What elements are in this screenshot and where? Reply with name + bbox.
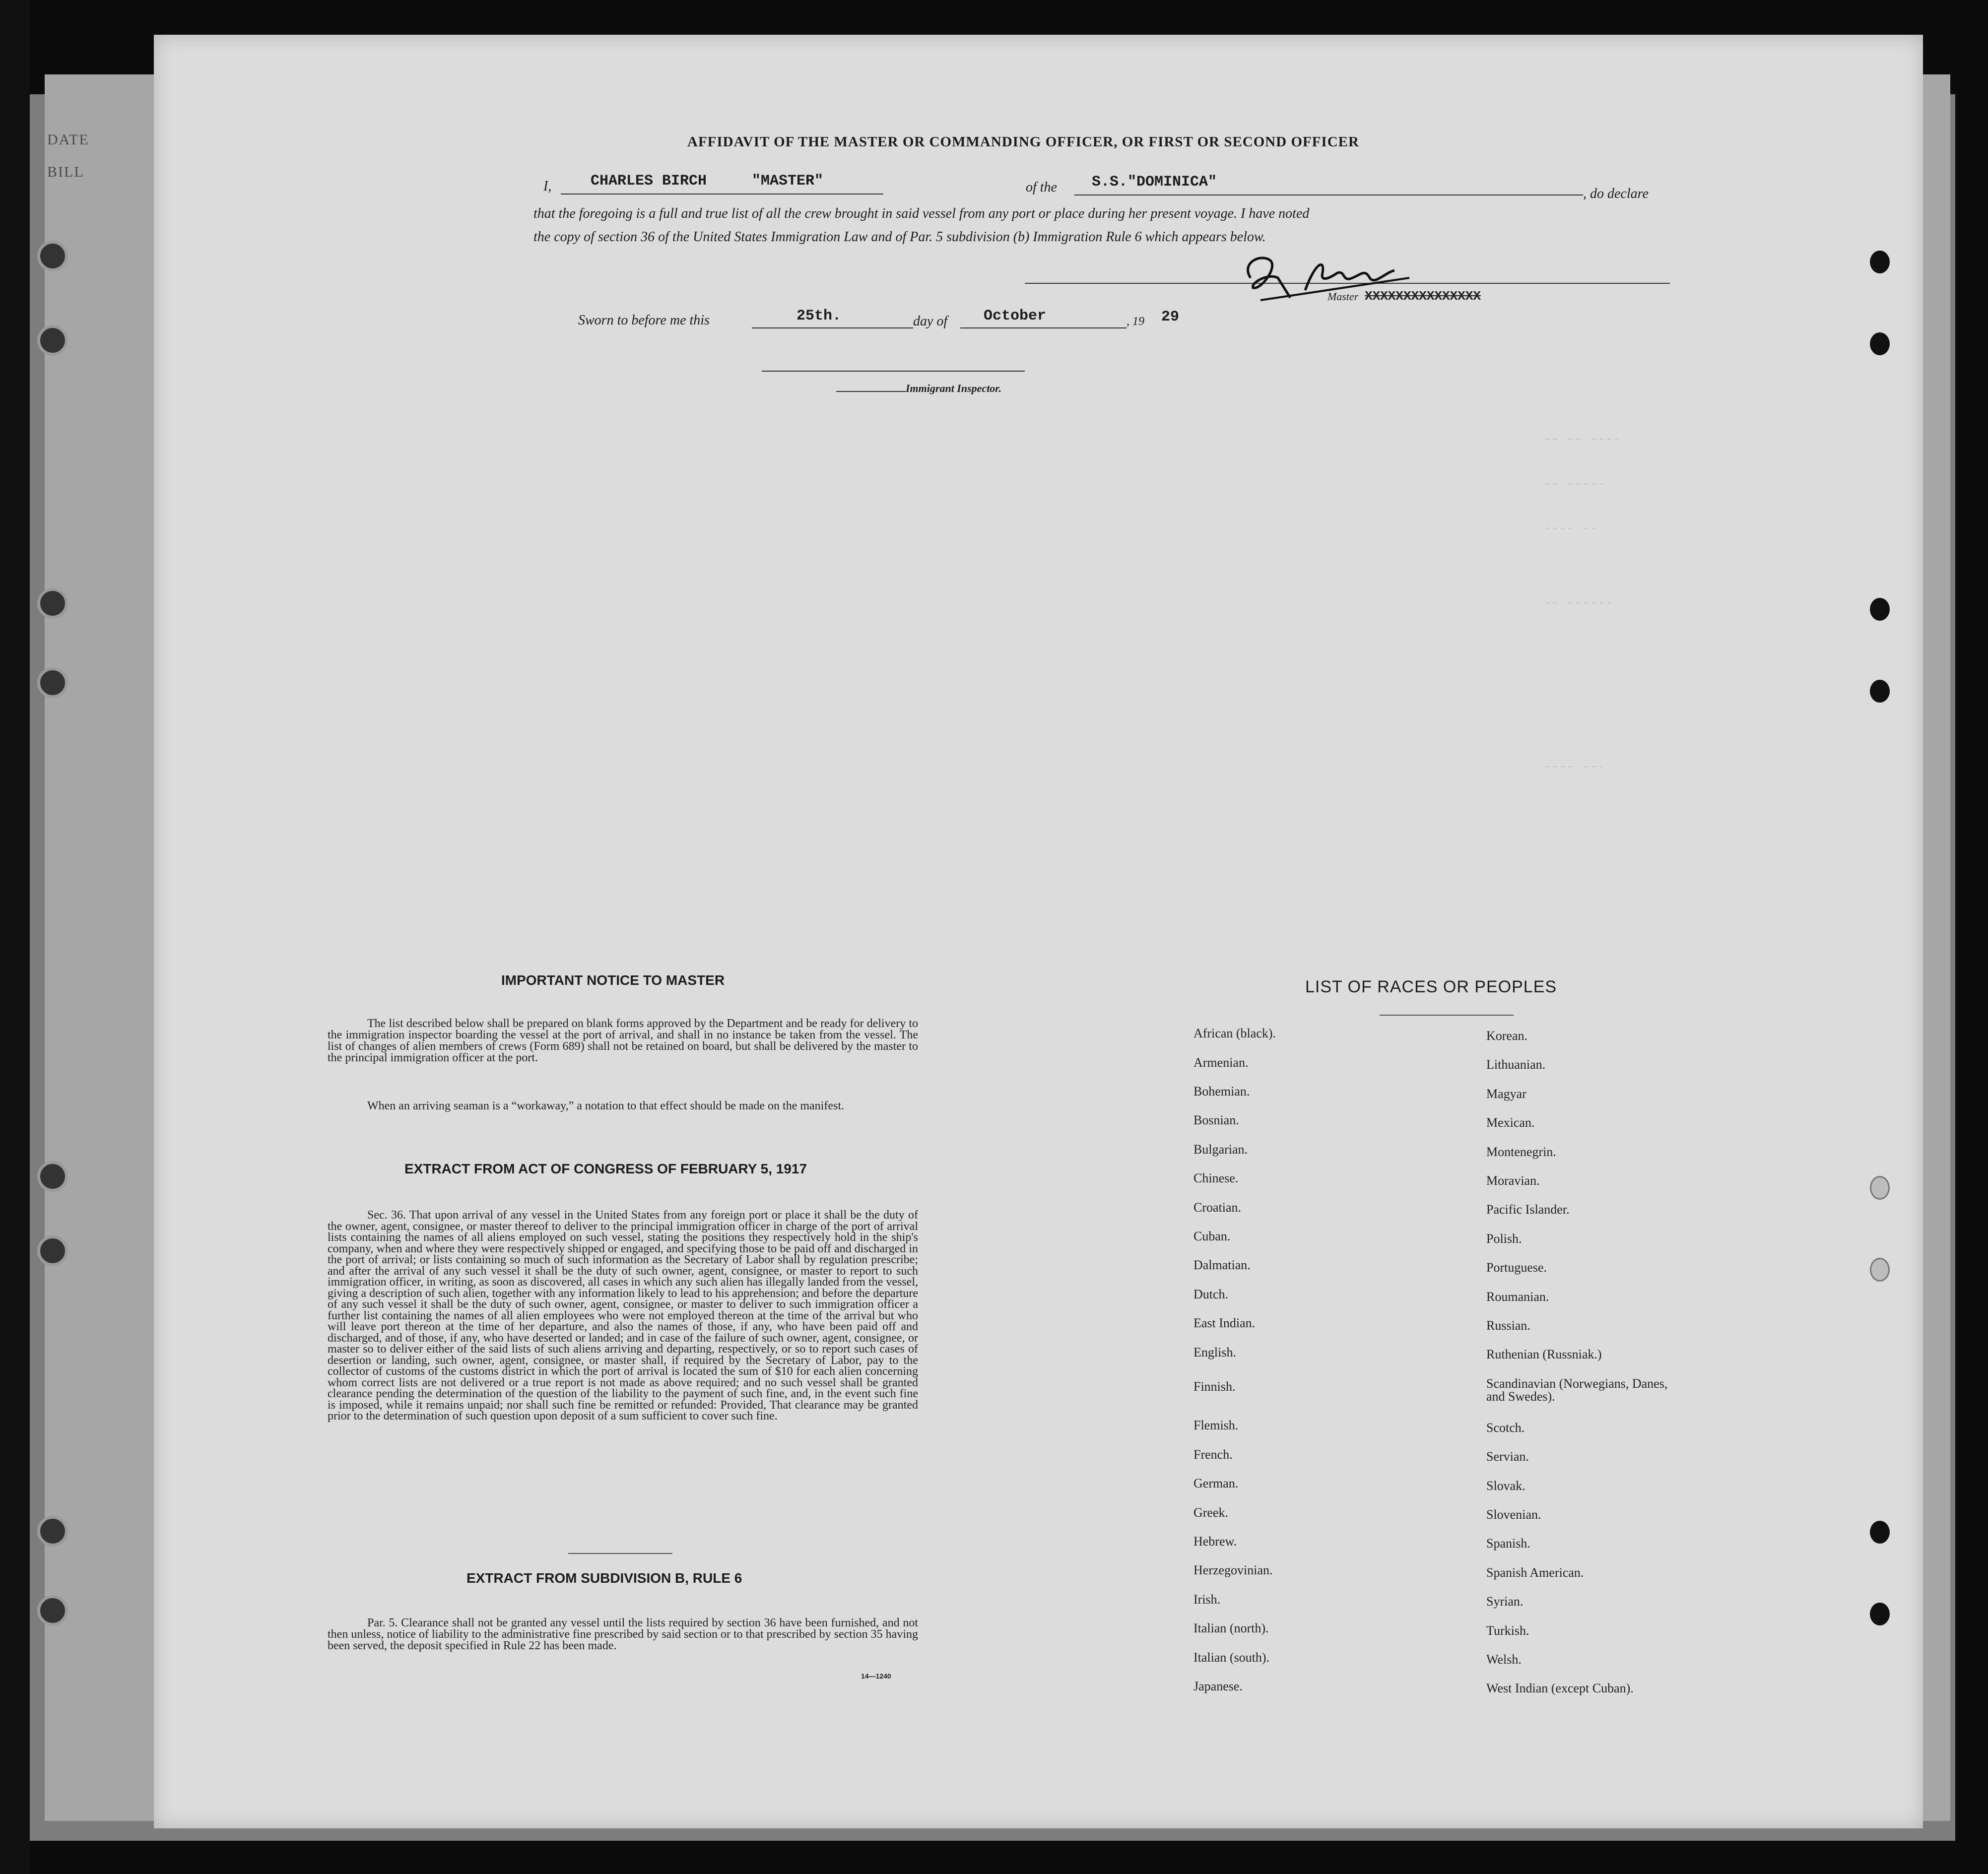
vessel-line [1074,194,1583,195]
race-item: Dutch. [1193,1287,1229,1301]
sworn-year: 29 [1161,309,1180,325]
scan-border [0,0,30,1874]
race-item: Scandinavian (Norwegians, Danes, and Swedes). [1486,1376,1668,1404]
binder-hole [37,667,68,698]
race-item: German. [1193,1476,1239,1490]
binder-hole [37,1595,68,1626]
punch-hole [1870,680,1890,703]
race-item: Flemish. [1193,1418,1239,1432]
race-item: Ruthenian (Russniak.) [1486,1347,1602,1361]
race-item: Chinese. [1193,1171,1239,1185]
punch-hole [1870,332,1890,355]
master-name: CHARLES BIRCH [591,173,707,190]
binder-hole [37,325,68,356]
par-5-text: Par. 5. Clearance shall not be granted any vessel until the lists required by section 36 have been furnished, and not then unless, notice of liability to the administrative fine prescribed by said section or to that prescribed by section 35 having been served, the deposit specified in Rule 22 has been made. [328,1616,918,1652]
extract-rule-title: EXTRACT FROM SUBDIVISION B, RULE 6 [466,1570,742,1586]
race-item: Slovenian. [1486,1507,1541,1522]
race-item: Bulgarian. [1193,1142,1248,1157]
punch-hole [1870,598,1890,621]
i-label: I, [543,179,552,194]
race-item: Polish. [1486,1231,1522,1246]
race-item: Slovak. [1486,1479,1525,1493]
race-item: East Indian. [1193,1316,1256,1330]
side-stub-bill: BILL [47,164,84,180]
race-item: Hebrew. [1193,1534,1237,1549]
struck-officer-titles: XXXXXXXXXXXXXXX [1365,289,1481,304]
sworn-prefix: Sworn to before me this [578,313,710,328]
race-item: Magyar [1486,1087,1526,1101]
punch-hole [1870,1258,1890,1282]
punch-hole [1870,1603,1890,1625]
race-item: Pacific Islander. [1486,1202,1570,1217]
binder-hole [37,588,68,619]
punch-hole [1870,1521,1890,1544]
extract-act-title: EXTRACT FROM ACT OF CONGRESS OF FEBRUARY 5, 1917 [404,1161,807,1176]
races-title: LIST OF RACES OR PEOPLES [1305,977,1557,996]
race-item: Finnish. [1193,1379,1236,1394]
race-item: Roumanian. [1486,1290,1549,1304]
sworn-month: October [984,308,1047,324]
race-item: Dalmatian. [1193,1258,1251,1272]
race-item: Bosnian. [1193,1113,1239,1127]
binder-hole [37,1235,68,1266]
sworn-day-line [752,327,913,328]
document-page: -- -- ---- -- ----- ---- -- -- ------ ---- --- AFFIDAVIT OF THE MASTER OR COMMANDING OFFICER, OR FIRST OR SECOND OFFICER I, CHARLES BIRCH "MASTER" of the S.S."DOMINICA" , do declare that the foregoing is a full and true list of all the crew brought in said vessel from any port or place during her present voyage. I have noted the copy of section 36 of the United States Immigration Law and of Par. 5 subdivision (b) Immigration Rule 6 which appears below. Master XXXXXXXXXXXXXXX Sworn to before me this 25th. day of October , 19 29 Immigrant Inspector. IMPORTANT NOTICE TO MASTER The list described below shall be prepared on blank forms approved by the Department and be ready for delivery to the immigration inspector boarding the vessel at the port of arrival, and shall in no instance be taken from the vessel. The list of changes of alien members of crews (Form 689) shall not be retained on board, but shall be delivered by the master to the principal immigration officer at the port. When an arriving seaman is a “workaway,” a notation to that effect should be made on the manifest. EXTRACT FROM ACT OF CONGRESS OF FEBRUARY 5, 1917 Sec. 36. That upon arrival of any vessel in the United States from any foreign port or place it shall be the duty of the owner, agent, consignee, or master thereof to deliver to the principal immigration officer in charge of the port of arrival lists containing the names of all aliens employed on such vessel, stating the positions they respectively hold in the ship's company, when and where they were respectively shipped or engaged, and specifying those to be paid off and discharged in the port of arrival; or lists containing so much of such information as the Secretary of Labor shall by regulation prescribe; and after the arrival of any such vessel it shall be the duty of such owner, agent, consignee, or master to report to such immigration officer, in writing, as soon as discovered, all cases in which any such alien has illegally landed from the vessel, giving a description of such alien, together with any information likely to lead to his apprehension; and before the departure of any such vessel it shall be the duty of such owner, agent, consignee, or master to deliver to such immigration officer a further list containing the names of all alien employees who were not employed thereon at the time of the arrival but who will leave port thereon at the time of her departure, and also the names of those, if any, who have been paid off and discharged, and of those, if any, who have deserted or landed; and in case of the failure of such owner, agent, consignee, or master so to deliver either of the said lists of such aliens arriving and departing, respectively, or so to report such cases of desertion or landing, such owner, agent, consignee, or master shall, if required by the Secretary of Labor, pay to the collector of customs of the customs district in which the port of arrival is located the sum of $10 for each alien concerning whom correct lists are not delivered or a true report is not made as above required; and no such vessel shall be granted clearance pending the determination of the question of the liability to the payment of such fine, and, in the event such fine is imposed, while it remains unpaid; nor shall such fine be remitted or refunded: Provided, That clearance may be granted prior to the determination of such question upon deposit of a sum sufficient to cover such fine. EXTRACT FROM SUBDIVISION B, RULE 6 Par. 5. Clearance shall not be granted any vessel until the lists required by section 36 have been furnished, and not then unless, notice of liability to the administrative fine prescribed by said section or to that prescribed by section 35 having been served, the deposit specified in Rule 22 has been made. 14—1240 LIST OF RACES OR PEOPLES African (black). Armenian. Bohemian. Bosnian. Bulgarian. Chinese. Croatian. Cuban. Dalmatian. Dutch. East Indian. English. Finnish. Flemish. French. German. Greek. Hebrew. Herzegovinian. Irish. Italian (north). Italian (south). Japanese. Korean. Lithuanian. Magyar Mexican. Montenegrin. Moravian. Pacific Islander. Polish. Portuguese. Roumanian. Russian. Ruthenian (Russniak.) Scandinavian (Norwegians, Danes, and Swedes). Scotch. Servian. Slovak. Slovenian. Spanish. Spanish American. Syrian. Turkish. Welsh. West Indian (except Cuban). [154,35,1923,1828]
section-divider [568,1553,672,1554]
race-item: Bohemian. [1193,1084,1250,1099]
do-declare-label: , do declare [1583,186,1649,201]
race-item: Italian (south). [1193,1650,1270,1665]
side-stub-date: DATE [47,131,89,148]
race-item: Syrian. [1486,1594,1524,1609]
race-item: Welsh. [1486,1652,1522,1667]
race-item: Russian. [1486,1318,1530,1333]
vessel-name: S.S."DOMINICA" [1092,174,1217,191]
race-item: English. [1193,1345,1236,1359]
race-item: French. [1193,1447,1233,1462]
of-the-label: of the [1026,180,1057,195]
punch-hole [1870,1176,1890,1200]
binder-hole [37,1516,68,1547]
sworn-day: 25th. [796,308,842,324]
day-of-label: day of [913,314,948,329]
race-item: Moravian. [1486,1173,1540,1188]
section-36-text: Sec. 36. That upon arrival of any vessel in the United States from any foreign port or place it shall be the duty of the owner, agent, consignee, or master thereof to deliver to the principal immigration officer in charge of the port of arrival lists containing the names of all aliens employed on such vessel, stating the positions they respectively hold in the ship's company, when and where they were respectively shipped or engaged, and specifying those to be paid off and discharged in the port of arrival; or lists containing so much of such information as the Secretary of Labor shall by regulation prescribe; and after the arrival of any such vessel it shall be the duty of such owner, agent, consignee, or master to report to such immigration officer, in writing, as soon as discovered, all cases in which any such alien has illegally landed from the vessel, giving a description of such alien, together with any information likely to lead to his apprehension; and before the departure of any such vessel it shall be the duty of such owner, agent, consignee, or master to deliver to such immigration officer a further list containing the names of all alien employees who were not employed thereon at the time of the arrival but who will leave port thereon at the time of her departure, and also the names of those, if any, who have been paid off and discharged, and of those, if any, who have deserted or landed; and in case of the failure of such owner, agent, consignee, or master so to deliver either of the said lists of such aliens arriving and departing, respectively, or so to report such cases of desertion or landing, such owner, agent, consignee, or master shall, if required by the Secretary of Labor, pay to the collector of customs of the customs district in which the port of arrival is located the sum of $10 for each alien concerning whom correct lists are not delivered or a true report is not made as above required; and no such vessel shall be granted clearance pending the determination of the question of the liability to the payment of such fine, and, in the event such fine is imposed, while it remains unpaid; nor shall such fine be remitted or refunded: Provided, That clearance may be granted prior to the determination of such question upon deposit of a sum sufficient to cover such fine. [328,1209,918,1422]
race-item: Montenegrin. [1486,1145,1556,1159]
race-item: Japanese. [1193,1679,1243,1693]
race-item: Lithuanian. [1486,1057,1546,1072]
declaration-line-2: that the foregoing is a full and true list of all the crew brought in said vessel from any port or place during her present voyage. I have noted [533,206,1310,221]
notice-paragraph-1: The list described below shall be prepared on blank forms approved by the Department and be ready for delivery to the immigration inspector boarding the vessel at the port of arrival, and shall in no instance be taken from the vessel. The list of changes of alien members of crews (Form 689) shall not be retained on board, but shall be delivered by the master to the principal immigration officer at the port. [328,1017,918,1064]
race-item: Portuguese. [1486,1260,1547,1275]
races-title-underline [1380,1015,1514,1016]
race-item: Korean. [1486,1029,1528,1043]
race-item: Irish. [1193,1592,1221,1607]
race-item: Greek. [1193,1505,1229,1520]
binder-hole [37,1161,68,1192]
year-prefix: , 19 [1127,315,1144,328]
binder-hole [37,241,68,271]
affidavit-title: AFFIDAVIT OF THE MASTER OR COMMANDING OFFICER, OR FIRST OR SECOND OFFICER [687,134,1359,150]
race-item: Herzegovinian. [1193,1563,1273,1577]
punch-hole [1870,251,1890,273]
form-number: 14—1240 [861,1672,891,1680]
race-item: Croatian. [1193,1200,1242,1215]
race-item: Turkish. [1486,1623,1529,1638]
master-caption: Master [1327,290,1359,303]
notice-paragraph-2: When an arriving seaman is a “workaway,” a notation to that effect should be made on the manifest. [367,1099,844,1112]
sworn-month-line [960,327,1127,328]
inspector-caption-line [836,391,906,392]
race-item: Spanish American. [1486,1565,1584,1580]
race-item: Armenian. [1193,1055,1249,1070]
race-item: Mexican. [1486,1115,1535,1130]
race-item: Spanish. [1486,1536,1530,1551]
master-rank: "MASTER" [752,173,824,190]
race-item: Scotch. [1486,1421,1525,1435]
notice-title: IMPORTANT NOTICE TO MASTER [501,972,725,988]
inspector-caption: Immigrant Inspector. [906,382,1002,394]
inspector-signature-line [762,371,1025,372]
race-item: African (black). [1193,1026,1276,1040]
race-item: Cuban. [1193,1229,1231,1243]
declaration-line-3: the copy of section 36 of the United States Immigration Law and of Par. 5 subdivision (b) Immigration Rule 6 which appears below. [533,229,1266,245]
race-item: West Indian (except Cuban). [1486,1681,1634,1695]
race-item: Servian. [1486,1449,1529,1464]
race-item: Italian (north). [1193,1621,1269,1635]
